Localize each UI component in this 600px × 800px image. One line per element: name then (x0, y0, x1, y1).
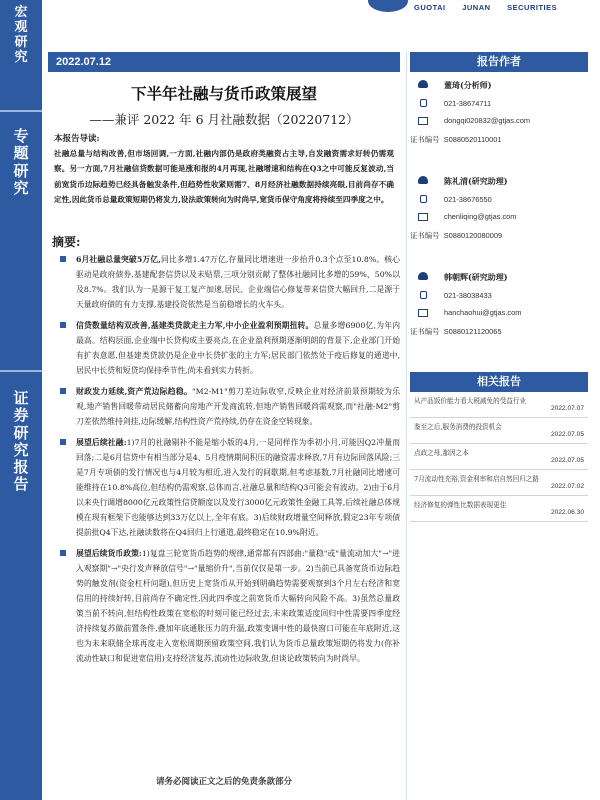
email-icon (418, 117, 428, 125)
bullet-square-icon (60, 256, 66, 262)
abstract-paragraph: 6月社融总量突破5万亿,同比多增1.47万亿,存量同比增速进一步抬升0.3个点至10.8%。核心驱动是政府债券,基建配套信贷以及未贴票,三项分别贡献了整体社融同比多增的59%、50%以及8.7%。我们认为一是源于复工复产加速,居民、企业端信心修复带来信贷大幅回升,二是源于天量政府债的有力支撑,基建投资依然是当前稳增长的火车头。 (54, 252, 400, 312)
related-report-title[interactable]: 鉴至之后,服务消费的投资机会 (414, 423, 502, 431)
related-report-date: 2022.07.02 (550, 483, 584, 490)
analyst-email[interactable]: hanchaohui@gtjas.com (444, 308, 522, 317)
analyst-name: 董琦(分析师) (444, 80, 492, 90)
report-date: 2022.07.12 (48, 52, 400, 72)
related-report-title[interactable]: 从产品饭价能力看大税减免的受益行业 (414, 397, 527, 405)
column-divider (406, 52, 407, 800)
analyst-phone: 021-38038433 (444, 291, 492, 300)
related-report-date: 2022.06.30 (550, 509, 584, 516)
abstract-paragraph: 展望后续社融:1)7月的社融剔补不能是缩小版的4月,一是同样作为季初小月,可能因Q2冲量而回落;二是6月信贷中有相当部分是4、5月疫情期间积压的融资需求释放,7月有边际回落风险;三是7月专项债的发行情况也与4月较为相近,进入发行的间歇期,但考虑基数,7月社融同比增速可能维持在10.8%高位,但结构仍需观察,总体而言,社融总量和结构Q3可能会有波动。2)由于6月以来央行调增8000亿元政策性信贷额度以及发行3000亿元政策性金融工具等,后续社融总体规模在现有框架下也能够达到33万亿以上,全年有底。3)后续财政增量空间释放,假定23年专项债提前批Q4下达,社融读数将在Q4回归上行通道,最终稳定在10.9%附近。 (54, 435, 400, 540)
analyst-name: 韩朝辉(研究助理) (444, 272, 508, 282)
sidebar-divider (0, 110, 42, 112)
bullet-square-icon (60, 439, 66, 445)
abstract-paragraph: 信贷数量结构双改善,基建类贷款走主力军,中小企业盈利预期扭转。总量多增6900亿,为年内最高。结构层面,企业端中长贷构成主要亮点,在企业盈利预期逐渐明朗的背景下,企业部门开始有扩表意愿,但基建类贷款仍是企业中长贷扩张的主力军;居民部门依然处于疫后修复的通道中,居民中长贷和短贷均保持季节性,尚未看到实力转折。 (54, 318, 400, 378)
logo-mark-icon (368, 0, 408, 12)
analyst-email[interactable]: chenliqing@gtjas.com (444, 212, 517, 221)
phone-icon (420, 99, 427, 107)
email-icon (418, 213, 428, 221)
email-icon (418, 309, 428, 317)
analyst-name: 陈礼清(研究助理) (444, 176, 508, 186)
authors-heading: 报告作者 (410, 52, 588, 72)
person-icon (418, 272, 428, 280)
related-report-date: 2022.07.05 (550, 431, 584, 438)
sidebar-category-report: 证 券 研 究 报 告 (13, 389, 29, 494)
related-report-item[interactable] (410, 470, 588, 496)
analyst-phone: 021-38674711 (444, 99, 492, 108)
report-title: 下半年社融与货币政策展望 (130, 84, 317, 103)
right-column (410, 52, 588, 522)
abstract-paragraph: 展望后续货币政策:1)复盘三轮宽货币趋势的规律,通常都有四部曲:"量稳"或"量流动加大"→"进入观察期"→"央行发声释放信号"→"量缩价升",当前仅仅是第一步。2)当前已具备宽货币边际趋势的触发剂(资金杠杆问题),但历史上宽货币从开始到明确趋势需要观察到3个月左右经济和宽信用的持续好转,目前尚存不确定性,因此四季度之前宽货币大幅转向风险不高。3)虽然总量政策当前不转向,但结构性政策在宽松的时刻可能已经过去,未来政策适度回归中性需要四季度经济持续复苏做前置条件,叠加年底通胀压力的升温,政策变调中性的最快窗口可能在年底附近,这也为未来联储全球再度走入宽松周期预留政策空间,我们认为货币总量政策短期仍将发力(你补流动性缺口和促进宽信用)支持经济复苏,流动性边际收敛,但谈论政策转向为时尚早。 (54, 546, 400, 666)
related-report-date: 2022.07.05 (550, 457, 584, 464)
phone-icon (420, 291, 427, 299)
sidebar-category-special: 专 题 研 究 (13, 127, 29, 197)
related-report-title[interactable]: 7月流动性充裕,资金利率和启自然回归之路 (414, 475, 539, 483)
analyst-card (410, 270, 588, 350)
analyst-phone: 021-38676550 (444, 195, 492, 204)
related-report-title[interactable]: 点政之母,那因之本 (414, 449, 469, 457)
report-guide (48, 132, 400, 250)
analyst-card (410, 78, 588, 158)
bullet-square-icon (60, 388, 66, 394)
analyst-cert: 证书编号 S0880520110001 (410, 135, 502, 144)
related-reports-heading: 相关报告 (410, 372, 588, 392)
guide-text: 社融总量与结构改善,但市场回调,一方面,社融内部仍是政府类融资占主导,自发融资需求好转仍需观察。另一方面,7月社融信贷数据可能是涨和报的4月再现,社融增速和结构在Q3之中可能反复波动,当前宽货币边际趋势已经具备触发条件,但趋势性收紧则需7、8月经济社融数据持续亮眼,目前尚存不确定性,因此货币总量政策短期仍将发力,设法政策转向为时尚早,宽货币保守角度将持续至四季度之中。 (54, 149, 394, 205)
person-icon (418, 176, 428, 184)
related-report-title[interactable]: 经济修复的弹性比数据表现更佳 (414, 501, 507, 509)
disclaimer-note: 请务必阅读正文之后的免责条款部分 (155, 777, 292, 787)
bullet-square-icon (60, 550, 66, 556)
abstract-heading: 摘要: (52, 235, 81, 249)
guide-title: 本报告导读: (54, 134, 100, 144)
sidebar-divider (0, 370, 42, 372)
related-report-item[interactable] (410, 444, 588, 470)
logo-text: GUOTAI JUNAN SECURITIES (414, 3, 558, 12)
related-report-item[interactable] (410, 418, 588, 444)
sidebar-category-macro: 宏 观 研 究 (14, 5, 28, 65)
left-sidebar-bar (0, 0, 42, 800)
analyst-cert: 证书编号 S0880121120065 (410, 327, 502, 336)
bullet-square-icon (60, 322, 66, 328)
analyst-card (410, 174, 588, 254)
related-report-item[interactable] (410, 496, 588, 522)
abstract-paragraph: 财政发力延续,资产荒边际趋稳。"M2-M1"剪刀差边际收窄,反映企业对经济前景预期较为乐观,地产销售回暖带动居民储蓄向房地产开发商流转,但地产销售回暖尚需观察,而"社融-M2"剪刀差依然维持剑挂,边际缓解,结构性资产荒持续,仍存在资金空转现象。 (54, 384, 400, 429)
abstract-body (54, 252, 400, 672)
report-subtitle: ——兼评 2022 年 6 月社融数据（20220712） (89, 112, 359, 127)
related-report-date: 2022.07.07 (550, 405, 584, 412)
phone-icon (420, 195, 427, 203)
analyst-cert: 证书编号 S0880120080009 (410, 231, 503, 240)
company-logo (368, 0, 588, 18)
analyst-email[interactable]: dongqi020832@gtjas.com (444, 116, 530, 125)
person-icon (418, 80, 428, 88)
related-report-item[interactable] (410, 392, 588, 418)
